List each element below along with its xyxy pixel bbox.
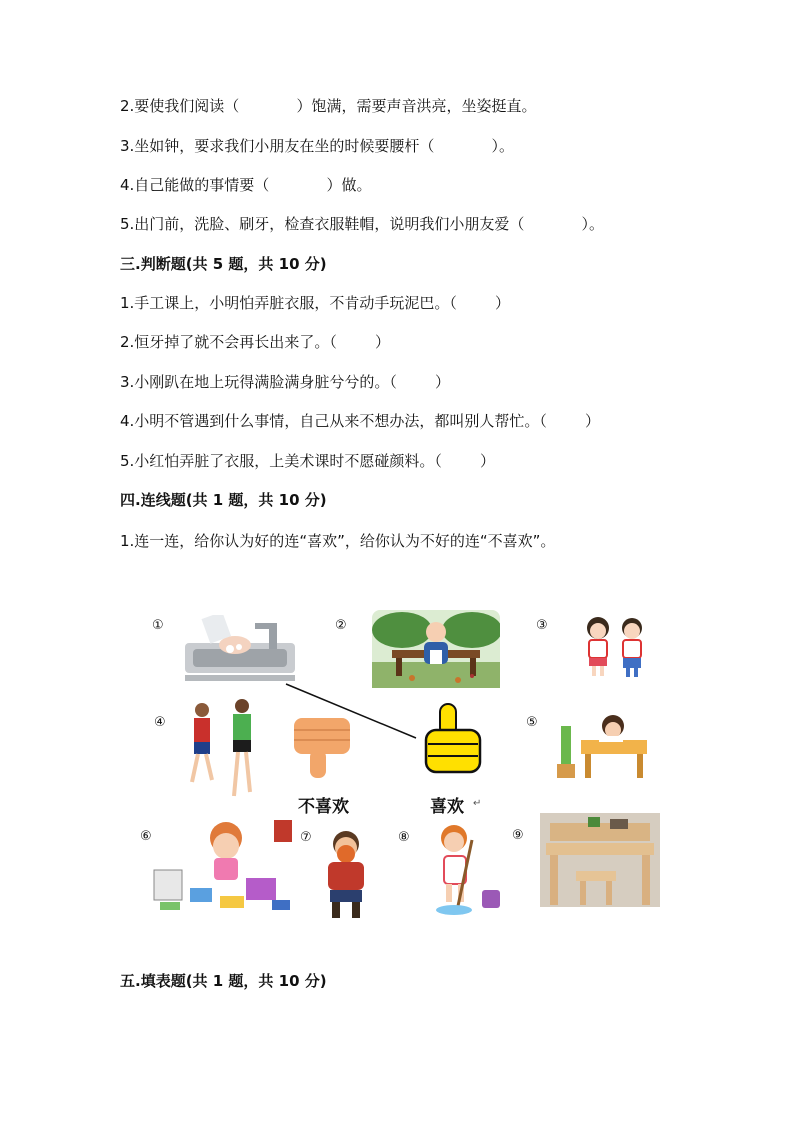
fill-question-3: 3.坐如钟，要求我们小朋友在坐的时候要腰杆（ ）。: [120, 137, 515, 155]
thumbs-up-icon: [422, 702, 486, 776]
fill-question-2: 2.要使我们阅读（ ）饱满，需要声音洪亮，坐姿挺直。: [120, 97, 537, 115]
judge-question-4: 4.小明不管遇到什么事情，自己从来不想办法，都叫别人帮忙。（ ）: [120, 412, 600, 430]
hand-washing-image: [185, 615, 295, 693]
fill-question-4: 4.自己能做的事情要（ ）做。: [120, 176, 372, 194]
section-3-heading: 三.判断题(共 5 题，共 10 分): [120, 255, 327, 273]
picture-number-6: ⑥: [140, 829, 152, 844]
like-return-mark: ↵: [473, 798, 482, 809]
park-littering-image: [372, 610, 500, 688]
matching-question-1: 1.连一连，给你认为好的连“喜欢”，给你认为不好的连“不喜欢”。: [120, 532, 556, 550]
picture-number-5: ⑤: [526, 715, 538, 730]
judge-question-5: 5.小红怕弄脏了衣服，上美术课时不愿碰颜料。（ ）: [120, 452, 495, 470]
tidy-desk-image: [540, 813, 660, 907]
girl-mopping-image: [424, 820, 504, 916]
dislike-label: 不喜欢: [298, 797, 349, 817]
judge-question-1: 1.手工课上，小明怕弄脏衣服，不肯动手玩泥巴。（ ）: [120, 294, 510, 312]
picture-number-1: ①: [152, 618, 164, 633]
picture-number-7: ⑦: [300, 830, 312, 845]
sleeping-at-desk-image: [555, 706, 651, 782]
like-label: 喜欢: [430, 797, 464, 817]
section-4-heading: 四.连线题(共 1 题，共 10 分): [120, 491, 327, 509]
picture-number-2: ②: [335, 618, 347, 633]
children-saluting-image: [578, 614, 654, 678]
messy-room-image: [150, 818, 296, 914]
picture-number-9: ⑨: [512, 828, 524, 843]
picture-number-3: ③: [536, 618, 548, 633]
judge-question-2: 2.恒牙掉了就不会再长出来了。（ ）: [120, 333, 390, 351]
matching-figure: [140, 610, 670, 930]
running-image: [182, 696, 262, 804]
section-5-heading: 五.填表题(共 1 题，共 10 分): [120, 972, 327, 990]
picture-number-8: ⑧: [398, 830, 410, 845]
picture-number-4: ④: [154, 715, 166, 730]
thumbs-down-icon: [292, 714, 358, 780]
eating-messily-image: [316, 828, 376, 920]
judge-question-3: 3.小刚趴在地上玩得满脸满身脏兮兮的。（ ）: [120, 373, 450, 391]
fill-question-5: 5.出门前，洗脸、刷牙，检查衣服鞋帽，说明我们小朋友爱（ ）。: [120, 215, 605, 233]
